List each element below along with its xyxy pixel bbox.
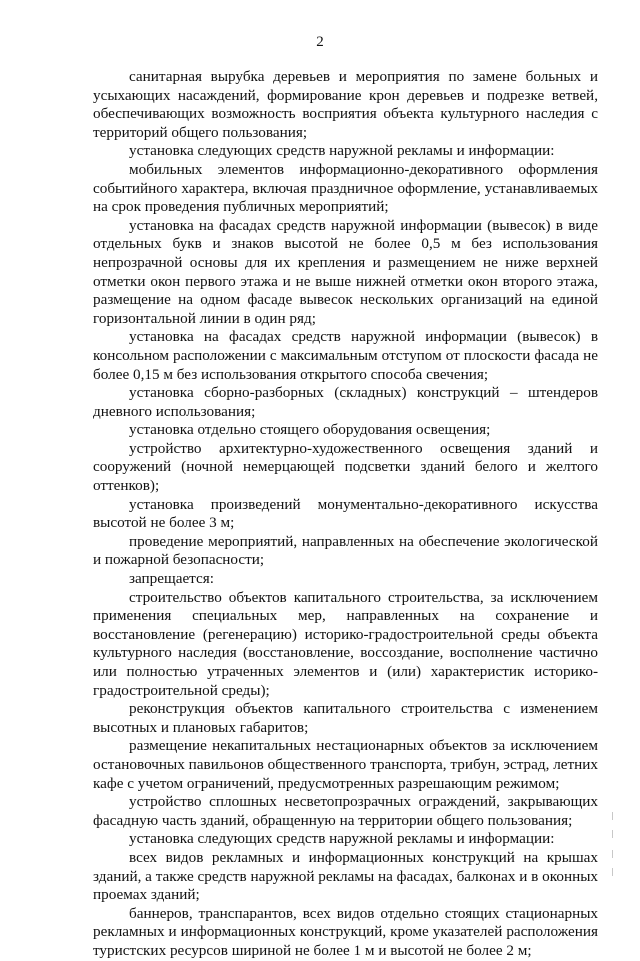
paragraph: строительство объектов капитального строительства, за исключением применения специальных мер, направленных на сохранение и восстановление (регенерацию) историко-градостроительной среды объекта культурного наследия (восстановление, воссоздание, восполнение частично или полностью утраченных элементов и (или) характеристик историко-градостроительной среды); bbox=[93, 588, 598, 699]
scan-mark bbox=[612, 868, 613, 876]
scan-mark bbox=[612, 830, 613, 838]
paragraph: устройство сплошных несветопрозрачных ограждений, закрывающих фасадную часть зданий, обращенную на территории общего пользования; bbox=[93, 793, 598, 829]
paragraph: устройство архитектурно-художественного освещения зданий и сооружений (ночной немерцающей подсветки зданий белого и желтого оттенков); bbox=[93, 439, 598, 495]
scan-mark bbox=[612, 812, 613, 820]
paragraph: установка на фасадах средств наружной информации (вывесок) в консольном расположении с максимальным отступом от плоскости фасада не более 0,15 м без использования открытого способа свечения; bbox=[93, 328, 598, 383]
paragraph: запрещается: bbox=[129, 570, 214, 588]
paragraph: баннеров, транспарантов, всех видов отдельно стоящих стационарных рекламных и информационных конструкций, кроме указателей расположения туристских ресурсов шириной не более 1 м и высотой не более 2 м; bbox=[93, 904, 598, 959]
paragraph: проведение мероприятий, направленных на обеспечение экологической и пожарной безопасности; bbox=[93, 532, 598, 569]
paragraph: реконструкция объектов капитального строительства с изменением высотных и плановых габаритов; bbox=[93, 700, 598, 736]
paragraph: санитарная вырубка деревьев и мероприятия по замене больных и усыхающих насаждений, формирование крон деревьев и подрезке ветвей, обеспечивающих возможность восприятия объекта культурного наследия с территорий общего пользования; bbox=[93, 68, 598, 141]
paragraph: установка произведений монументально-декоративного искусства высотой не более 3 м; bbox=[93, 495, 598, 532]
paragraph: установка следующих средств наружной рекламы и информации: bbox=[129, 142, 555, 160]
paragraph: мобильных элементов информационно-декоративного оформления событийного характера, включая праздничное оформление, устанавливаемых на срок проведения публичных мероприятий; bbox=[93, 160, 598, 216]
paragraph: установка отдельно стоящего оборудования освещения; bbox=[129, 421, 491, 439]
paragraph: установка на фасадах средств наружной информации (вывесок) в виде отдельных букв и знаков высотой не более 0,5 м без использования непрозрачной основы для их крепления и размещением не ниже верхней отметки окон первого этажа и не выше нижней отметки окон второго этажа, размещение на одном фасаде вывесок нескольких организаций на единой горизонтальной линии в один ряд; bbox=[93, 216, 598, 327]
page-number: 2 bbox=[316, 34, 324, 50]
scan-mark bbox=[612, 850, 613, 858]
document-body bbox=[93, 68, 598, 961]
paragraph: установка следующих средств наружной рекламы и информации: bbox=[129, 830, 555, 848]
paragraph: установка сборно-разборных (складных) конструкций – штендеров дневного использования; bbox=[93, 384, 598, 420]
paragraph: размещение некапитальных нестационарных объектов за исключением остановочных павильонов общественного транспорта, трибун, эстрад, летних кафе с учетом ограничений, предусмотренных разрешающим режимом; bbox=[93, 737, 598, 792]
paragraph: всех видов рекламных и информационных конструкций на крышах зданий, а также средств наружной рекламы на фасадах, балконах и в оконных проемах зданий; bbox=[93, 848, 598, 904]
